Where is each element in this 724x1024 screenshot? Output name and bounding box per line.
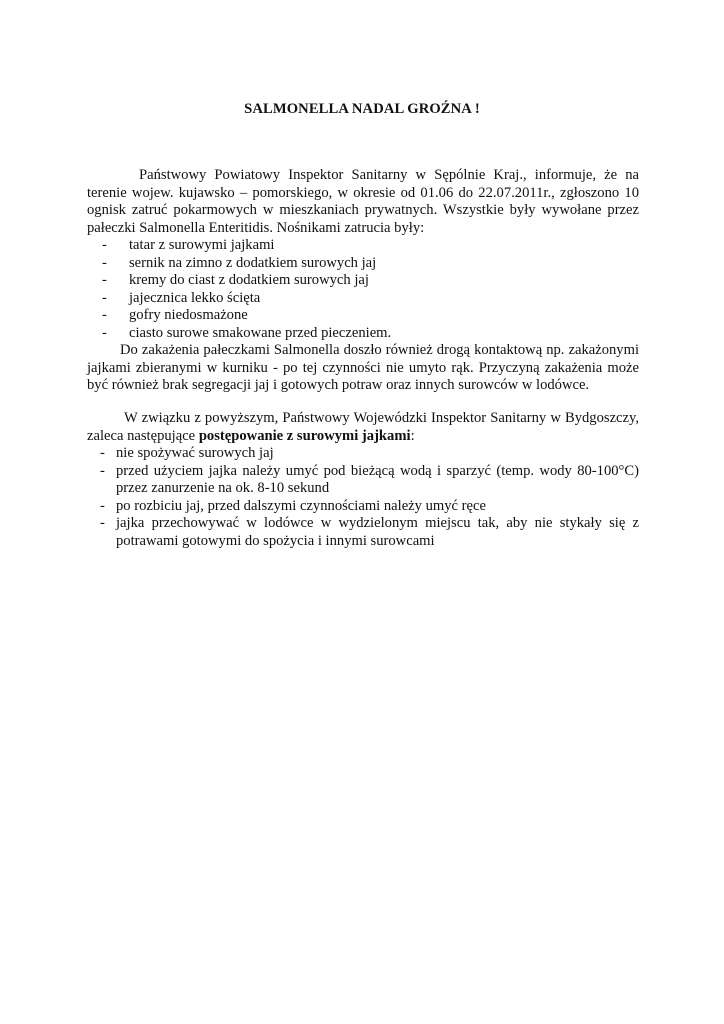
list-item: - tatar z surowymi jajkami (102, 237, 275, 253)
list-dash: - (102, 307, 107, 323)
transmission-paragraph: Do zakażenia pałeczkami Salmonella doszło również drogą kontaktową np. zakażonymi jajkami zbieranymi w kurniku - po tej czynności nie umyto rąk. Przyczyną zakażenia może być również brak segregacji jaj i gotowych potraw oraz innych surowców w lodówce. (87, 342, 639, 393)
list-dash: - (100, 445, 105, 461)
list-item: - kremy do ciast z dodatkiem surowych jaj (102, 272, 369, 288)
list-item: - sernik na zimno z dodatkiem surowych jaj (102, 254, 377, 271)
carriers-list (87, 237, 639, 342)
list-dash: - (102, 254, 107, 271)
list-item: - ciasto surowe smakowane przed pieczeniem. (102, 324, 392, 341)
intro-paragraph: Państwowy Powiatowy Inspektor Sanitarny w Sępólnie Kraj., informuje, że na terenie wojew. kujawsko – pomorskiego, w okresie od 01.06 do 22.07.2011r., zgłoszono 10 ognisk zatruć pokarmowych w mieszkaniach prywatnych. Wszystkie były wywołane przez pałeczki Salmonella Enteritidis. Nośnikami zatrucia były: (87, 167, 639, 236)
list-item: - jajecznica lekko ścięta (102, 289, 261, 306)
list-dash: - (102, 324, 107, 341)
list-dash: - (102, 289, 107, 306)
list-dash: - (102, 237, 107, 253)
list-item: - przed użyciem jajka należy umyć pod bieżącą wodą i sparzyć (temp. wody 80-100°C) przez zanurzenie na ok. 8-10 sekund (100, 462, 639, 496)
list-dash: - (102, 272, 107, 288)
list-dash: - (100, 515, 105, 531)
recommendations-list (87, 445, 639, 550)
recommendation-paragraph: W związku z powyższym, Państwowy Wojewódzki Inspektor Sanitarny w Bydgoszczy, zaleca następujące postępowanie z surowymi jajkami: (87, 410, 639, 444)
list-item: - gofry niedosmażone (102, 307, 248, 323)
transmission-section (87, 342, 639, 395)
list-item: - nie spożywać surowych jaj (100, 445, 274, 461)
list-dash: - (100, 497, 105, 514)
recommendation-emphasis: postępowanie z surowymi jajkami (198, 427, 411, 444)
list-item: - po rozbiciu jaj, przed dalszymi czynnościami należy umyć ręce (100, 497, 486, 514)
intro-section (87, 167, 639, 342)
list-item: - jajka przechowywać w lodówce w wydzielonym miejscu tak, aby nie stykały się z potrawami gotowymi do spożycia i innymi surowcami (100, 515, 639, 549)
document-title: SALMONELLA NADAL GROŹNA ! (244, 101, 480, 117)
list-dash: - (100, 462, 105, 479)
recommendation-section (87, 410, 639, 550)
